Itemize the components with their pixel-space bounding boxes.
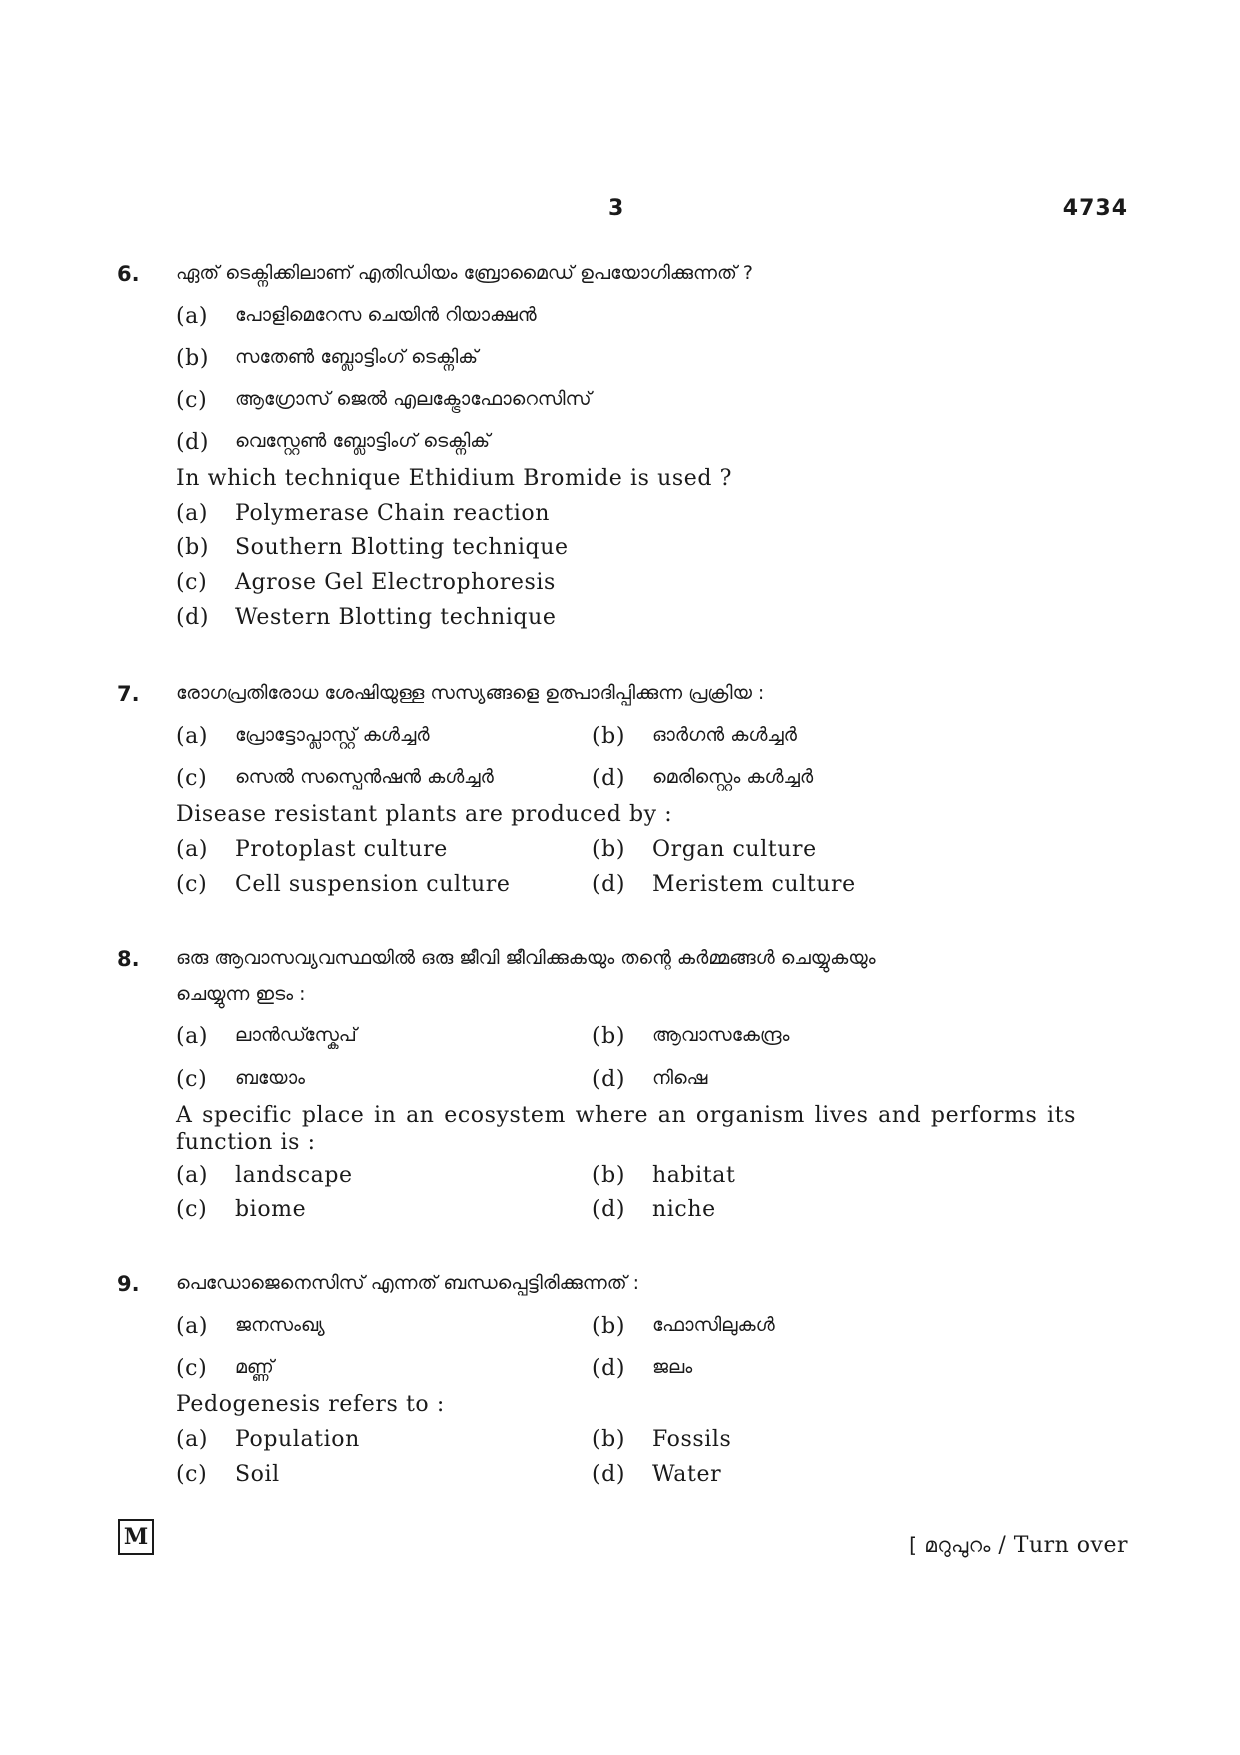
- medium-mark-box: M: [118, 1519, 154, 1555]
- question-stem-english: In which technique Ethidium Bromide is used ?: [176, 466, 733, 491]
- question-stem-malayalam: രോഗപ്രതിരോധ ശേഷിയുള്ള സസ്യങ്ങളെ ഉത്പാദിപ്പിക്കുന്ന പ്രക്രിയ :: [176, 682, 765, 704]
- paper-code: 4734: [1062, 196, 1128, 221]
- question-number: 9.: [117, 1272, 140, 1296]
- question-stem-english: A specific place in an ecosystem where an organism lives and performs its function is :: [176, 1103, 1076, 1155]
- question-stem-english: Disease resistant plants are produced by :: [176, 802, 673, 827]
- question-number: 6.: [117, 262, 140, 286]
- turn-over-note: [ മറുപുറം / Turn over: [909, 1533, 1128, 1558]
- question-number: 8.: [117, 947, 140, 971]
- question-stem-malayalam: പെഡോജെനെസിസ് എന്നത് ബന്ധപ്പെട്ടിരിക്കുന്നത് :: [176, 1272, 640, 1294]
- question-number: 7.: [117, 682, 140, 706]
- question-stem-english: Pedogenesis refers to :: [176, 1392, 445, 1417]
- question-stem-malayalam-line-1: ഒരു ആവാസവ്യവസ്ഥയിൽ ഒരു ജീവി ജീവിക്കുകയും തന്റെ കർമ്മങ്ങൾ ചെയ്യുകയും: [176, 947, 876, 969]
- question-stem-malayalam: ഏത് ടെക്നിക്കിലാണ് എതിഡിയം ബ്രോമൈഡ് ഉപയോഗിക്കുന്നത് ?: [176, 262, 753, 284]
- page-number: 3: [608, 196, 624, 221]
- question-stem-malayalam-line-2: ചെയ്യുന്ന ഇടം :: [176, 983, 306, 1005]
